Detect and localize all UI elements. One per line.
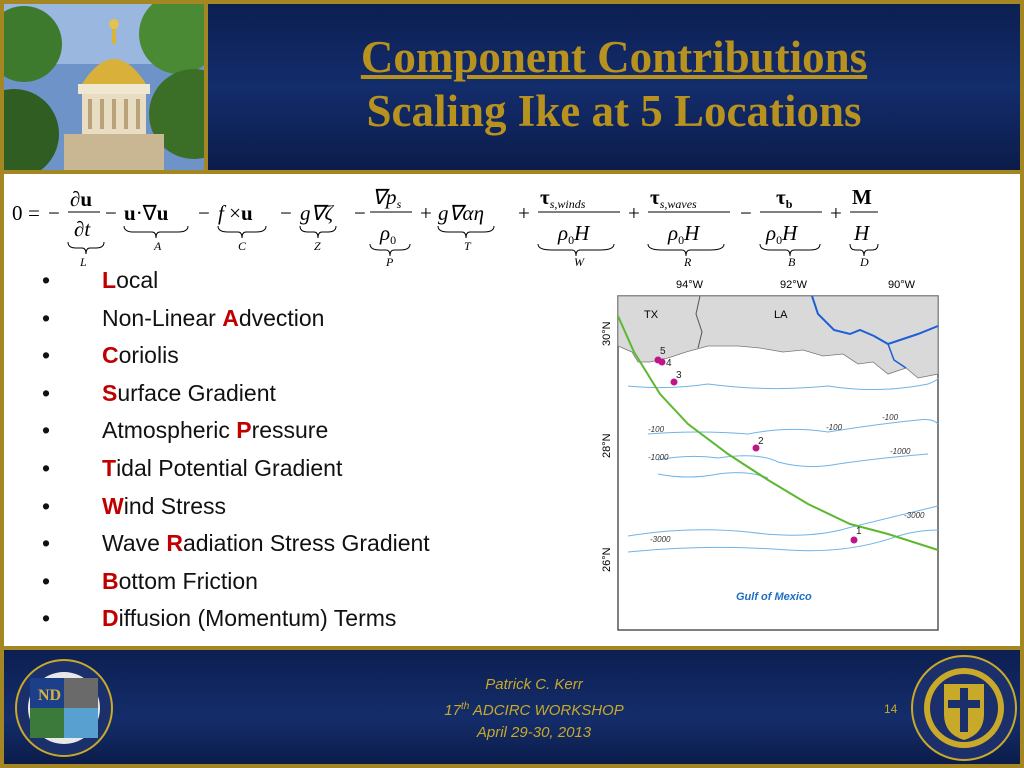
eq-label-a: A [154, 239, 162, 253]
bullet-text: idal Potential Gradient [116, 454, 343, 481]
bullet-text: ind Stress [123, 492, 226, 519]
bullet-text: adiation Stress Gradient [182, 530, 430, 557]
bullet-highlight-letter: P [236, 417, 252, 444]
title-line-2: Scaling Ike at 5 Locations [366, 86, 862, 136]
eq-term-z: g∇ζ [300, 201, 334, 225]
footer-text [384, 674, 684, 744]
svg-text:−: − [354, 201, 366, 225]
station-marker-1 [851, 537, 858, 544]
svg-text:+: + [518, 201, 530, 225]
eq-label-z: Z [314, 239, 321, 253]
bullet-prefix: Wave [102, 530, 167, 557]
bullet-item [42, 450, 430, 488]
bullet-item [42, 337, 430, 375]
bullet-item [42, 262, 430, 300]
eq-term-t: g∇αη [438, 201, 484, 225]
bullet-item [42, 300, 430, 338]
station-label-1: 1 [856, 526, 862, 537]
eq-term-d-num: M [852, 185, 872, 209]
bullet-text: dvection [238, 304, 325, 331]
bullet-highlight-letter: L [102, 267, 117, 293]
svg-text:ρ0H: ρ0H [766, 221, 798, 247]
momentum-equation [8, 178, 1016, 266]
page-number: 14 [884, 702, 898, 716]
bullet-dot: • [42, 492, 51, 519]
bullet-highlight-letter: C [102, 342, 119, 369]
contour-label-5: -1000 [890, 447, 911, 456]
bullet-dot: • [42, 454, 51, 481]
eq-label-r: R [684, 255, 692, 266]
state-label-tx: TX [644, 309, 659, 321]
eq-zero: 0 [12, 201, 23, 225]
bullet-list [42, 262, 430, 638]
eq-label-d: D [860, 255, 869, 266]
bullet-dot: • [42, 605, 51, 632]
bullet-item [42, 488, 430, 526]
bullet-highlight-letter: A [222, 304, 239, 331]
svg-text:−: − [740, 201, 752, 225]
bullet-prefix: Atmospheric [102, 417, 237, 444]
gulf-map [588, 274, 944, 634]
title-line-1: Component Contributions [360, 32, 868, 82]
contour-label-1: -100 [648, 425, 665, 434]
eq-label-b: B [788, 255, 796, 266]
bullet-text: ressure [251, 417, 329, 444]
bullet-dot: • [42, 379, 51, 406]
bullet-item [42, 600, 430, 638]
svg-text:−: − [48, 201, 60, 225]
eq-term-l-num: ∂u [70, 187, 93, 211]
bullet-dot: • [42, 304, 51, 331]
bullet-highlight-letter: S [102, 379, 118, 406]
eq-label-p: P [386, 255, 394, 266]
eq-term-w-num: τs,winds [540, 185, 586, 211]
footer-author: Patrick C. Kerr [485, 676, 583, 693]
bullet-highlight-letter: D [102, 605, 119, 632]
svg-text:ρ0: ρ0 [380, 221, 397, 247]
eq-label-c: C [238, 239, 247, 253]
svg-text:∂t: ∂t [74, 217, 91, 241]
bullet-highlight-letter: B [102, 567, 119, 594]
fluid-dynamics-logo [14, 658, 114, 758]
eq-label-w: W [574, 255, 584, 266]
dome-photo [4, 4, 208, 170]
eq-label-t: T [464, 239, 471, 253]
station-label-5: 5 [660, 346, 666, 357]
svg-text:H: H [854, 221, 870, 245]
svg-text:−: − [105, 201, 117, 225]
lat-label-26: 26°N [601, 547, 613, 572]
university-seal [910, 654, 1018, 762]
svg-text:−: − [280, 201, 292, 225]
bullet-text: oriolis [118, 342, 179, 369]
station-marker-4 [659, 359, 666, 366]
bullet-item [42, 563, 430, 601]
bullet-dot: • [42, 417, 51, 444]
lon-label-92: 92°W [780, 279, 808, 291]
svg-text:+: + [628, 201, 640, 225]
golden-dome-image [4, 4, 204, 170]
footer-dates: April 29-30, 2013 [476, 724, 592, 741]
station-label-3: 3 [676, 370, 682, 381]
bullet-highlight-letter: R [166, 530, 183, 557]
bullet-dot: • [42, 530, 51, 557]
contour-label-3: -100 [882, 413, 899, 422]
eq-term-a: u·∇u [124, 201, 169, 225]
svg-text:+: + [420, 201, 432, 225]
svg-text:ρ0H: ρ0H [558, 221, 590, 247]
svg-text:ρ0H: ρ0H [668, 221, 700, 247]
eq-term-c: f ×u [218, 201, 253, 225]
bullet-text: ottom Friction [118, 567, 258, 594]
svg-text:=: = [28, 201, 40, 225]
footer-band [4, 650, 1020, 764]
bullet-dot: • [42, 567, 51, 594]
eq-term-r-num: τs,waves [650, 185, 697, 211]
bullet-text: urface Gradient [117, 379, 276, 406]
slide-title [212, 30, 1016, 138]
lon-label-90: 90°W [888, 279, 916, 291]
bullet-item [42, 412, 430, 450]
svg-text:+: + [830, 201, 842, 225]
bullet-item [42, 525, 430, 563]
station-label-2: 2 [758, 436, 764, 447]
sea-label: Gulf of Mexico [736, 591, 812, 603]
bullet-prefix: Non-Linear [102, 304, 223, 331]
bullet-dot: • [42, 267, 51, 293]
state-label-la: LA [774, 309, 788, 321]
lon-label-94: 94°W [676, 279, 704, 291]
svg-text:ND: ND [38, 687, 62, 704]
bullet-text: ocal [116, 267, 159, 293]
contour-label-6: -3000 [904, 511, 925, 520]
eq-term-p-num: ∇ps [372, 185, 402, 211]
content-area [4, 174, 1020, 646]
bullet-text: iffusion (Momentum) Terms [118, 605, 397, 632]
bullet-highlight-letter: T [102, 454, 117, 481]
bullet-item [42, 375, 430, 413]
bullet-dot: • [42, 342, 51, 369]
svg-text:−: − [198, 201, 210, 225]
lat-label-30: 30°N [601, 321, 613, 346]
contour-label-4: -1000 [648, 453, 669, 462]
bullet-highlight-letter: W [102, 492, 124, 519]
eq-label-l: L [80, 255, 87, 266]
footer-workshop: 17th ADCIRC WORKSHOP [444, 701, 624, 719]
contour-label-2: -100 [826, 423, 843, 432]
station-label-4: 4 [666, 358, 672, 369]
eq-term-b-num: τb [776, 185, 793, 211]
contour-label-7: -3000 [650, 535, 671, 544]
lat-label-28: 28°N [601, 433, 613, 458]
